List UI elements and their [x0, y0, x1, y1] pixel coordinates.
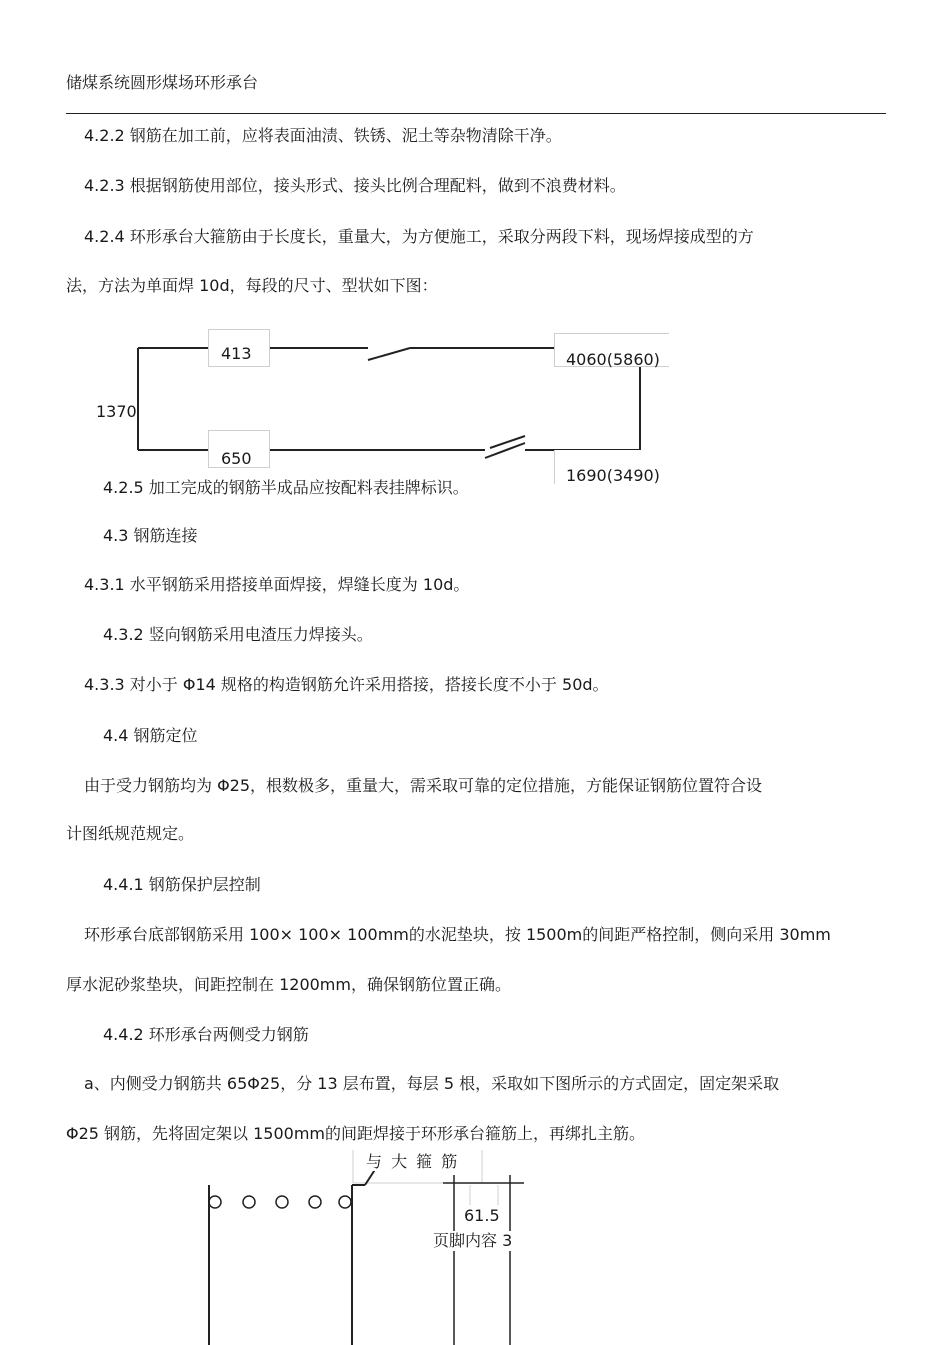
- paragraph-4-4-1-line2: 厚水泥砂浆垫块，间距控制在 1200mm，确保钢筋位置正确。: [66, 975, 511, 994]
- rebar-circle: [339, 1196, 351, 1208]
- paragraph-4-4-line2: 计图纸规范规定。: [66, 824, 195, 843]
- paragraph-4-4-line1: 由于受力钢筋均为 Φ25，根数极多，重量大，需采取可靠的定位措施，方能保证钢筋位置符合设: [84, 776, 763, 795]
- page-header-title: 储煤系统圆形煤场环形承台: [66, 73, 259, 92]
- paragraph-4-3-1: 4.3.1 水平钢筋采用搭接单面焊接，焊缝长度为 10d。: [84, 575, 470, 594]
- paragraph-a-line2: Φ25 钢筋，先将固定架以 1500mm的间距焊接于环形承台箍筋上，再绑扎主筋。: [66, 1124, 646, 1143]
- paragraph-4-3-3: 4.3.3 对小于 Φ14 规格的构造钢筋允许采用搭接，搭接长度不小于 50d。: [84, 675, 609, 694]
- paragraph-4-3-2: 4.3.2 竖向钢筋采用电渣压力焊接头。: [103, 625, 373, 644]
- dimension-label-650: 650: [221, 449, 252, 468]
- paragraph-4-4-1-line1: 环形承台底部钢筋采用 100× 100× 100mm的水泥垫块，按 1500m的间距严格控制，侧向采用 30mm: [84, 925, 831, 944]
- page-footer: 页脚内容 3: [433, 1231, 513, 1250]
- rebar-circle: [243, 1196, 255, 1208]
- paragraph-4-2-2: 4.2.2 钢筋在加工前，应将表面油渍、铁锈、泥土等杂物清除干净。: [84, 126, 562, 145]
- section-4-4: 4.4 钢筋定位: [103, 726, 198, 745]
- paragraph-4-2-5: 4.2.5 加工完成的钢筋半成品应按配料表挂牌标识。: [103, 478, 469, 497]
- paragraph-4-2-3: 4.2.3 根据钢筋使用部位，接头形式、接头比例合理配料，做到不浪费材料。: [84, 176, 626, 195]
- rebar-circle: [276, 1196, 288, 1208]
- rebar-circle: [309, 1196, 321, 1208]
- dimension-label-61-5: 61.5: [464, 1206, 500, 1225]
- callout-label-stirrup: 与 大 箍 筋: [366, 1152, 460, 1171]
- section-4-4-1: 4.4.1 钢筋保护层控制: [103, 875, 261, 894]
- dimension-label-4060: 4060(5860): [566, 350, 660, 369]
- section-4-4-2: 4.4.2 环形承台两侧受力钢筋: [103, 1025, 309, 1044]
- rebar-circle: [209, 1196, 221, 1208]
- paragraph-a-line1: a、内侧受力钢筋共 65Φ25，分 13 层布置，每层 5 根，采取如下图所示的方式固定，固定架采取: [84, 1074, 780, 1093]
- dimension-label-413: 413: [221, 344, 252, 363]
- dimension-label-1690: 1690(3490): [566, 466, 660, 485]
- paragraph-4-2-4-line2: 法，方法为单面焊 10d，每段的尺寸、型状如下图：: [66, 276, 438, 295]
- dimension-label-1370: 1370: [96, 402, 137, 421]
- paragraph-4-2-4-line1: 4.2.4 环形承台大箍筋由于长度长，重量大，为方便施工，采取分两段下料，现场焊接成型的方: [84, 227, 754, 246]
- section-4-3: 4.3 钢筋连接: [103, 526, 198, 545]
